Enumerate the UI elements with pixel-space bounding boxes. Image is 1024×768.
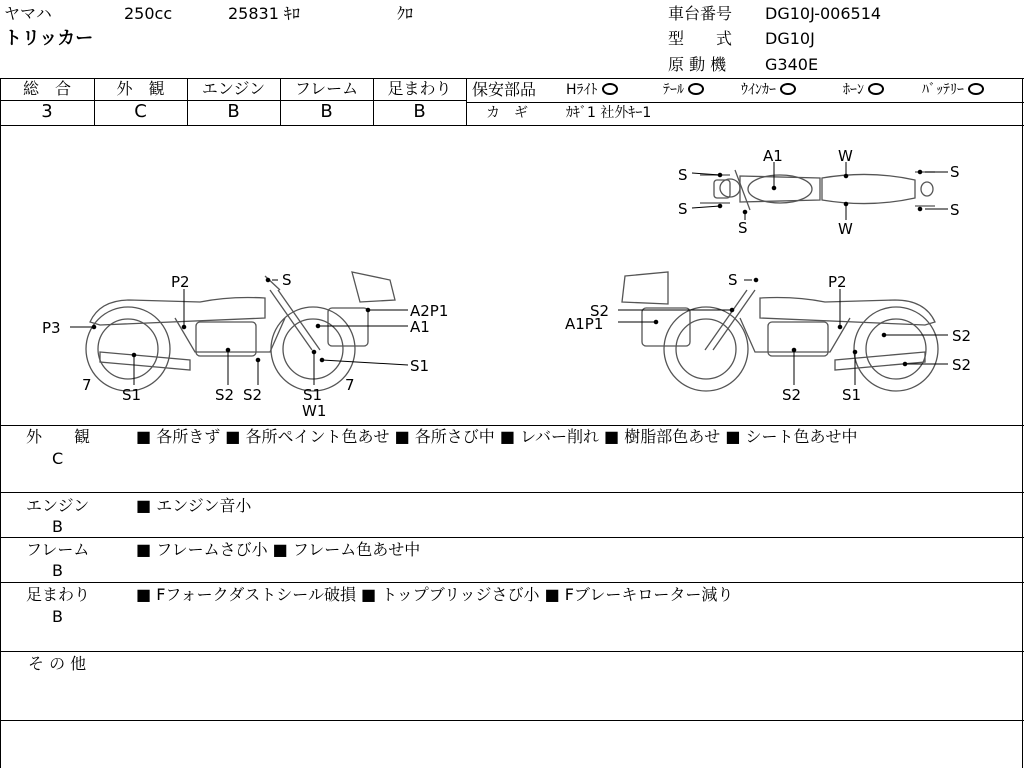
label-left-s1b: S1 [122,386,142,404]
mileage: 25831 ｷﾛ [228,4,300,23]
label-right-s2a: S2 [590,302,610,320]
ok-circle-icon [868,83,884,95]
label-right-s2c: S2 [952,356,972,374]
frame-no-label: 車台番号 [668,4,733,23]
safety-label: 保安部品 [472,80,537,99]
label-left-p3: P3 [42,319,61,337]
frame-no: DG10J-006514 [765,4,882,23]
divider [466,102,1024,103]
safety-item-horn [843,81,884,99]
safety-item-label: ﾊﾞｯﾃﾘｰ [922,82,964,98]
label-top-s2: S [678,200,688,218]
note-category-exterior: 外 観 [26,427,91,446]
note-grade-suspension: B [52,607,63,626]
label-left-w1: W1 [302,402,327,420]
label-top-a1: A1 [763,147,783,165]
note-text-frame: ■ フレームさび小 ■ フレーム色あせ中 [136,540,421,559]
safety-item-winker [741,81,796,99]
maker: ヤマハ [4,4,52,23]
note-text-exterior: ■ 各所きず ■ 各所ペイント色あせ ■ 各所さび中 ■ レバー削れ ■ 樹脂部色あせ ■ シート色あせ中 [136,427,858,446]
ok-circle-icon [968,83,984,95]
label-right-s1: S1 [842,386,862,404]
note-grade-frame: B [52,561,63,580]
safety-item-label: ｳｲﾝｶｰ [741,82,776,98]
grade-header-exterior: 外 観 [116,79,165,98]
label-top-s3: S [738,219,748,237]
note-category-frame: フレーム [26,540,90,559]
safety-item-label: ﾎｰﾝ [843,82,864,98]
label-left-a1: A1 [410,318,430,336]
divider [0,720,1024,721]
grade-header-frame: フレーム [294,79,359,98]
grade-header-suspension: 足まわり [387,79,452,98]
other-label: そ の 他 [28,654,87,673]
damage-diagram [0,126,1024,426]
safety-item-battery [922,81,984,99]
grade-frame: B [320,101,333,122]
label-top-w2: W [838,220,853,238]
label-top-w: W [838,147,853,165]
bike-left-view [86,272,395,391]
label-left-s2b: S2 [243,386,263,404]
grade-total: 3 [41,101,53,122]
label-left-s: S [282,271,292,289]
type-value: DG10J [765,29,815,48]
model-name: トリッカー [4,28,94,49]
note-grade-engine: B [52,517,63,536]
type-label: 型 式 [668,29,733,48]
note-text-suspension: ■ Fフォークダストシール破損 ■ トップブリッジさび小 ■ Fブレーキローター減り [136,585,734,604]
divider [0,651,1024,652]
label-left-s1c: S1 [303,386,323,404]
grade-engine: B [227,101,240,122]
label-top-s4: S [950,163,960,181]
divider [0,582,1024,583]
bike-right-view [622,272,938,391]
label-left-a2p1: A2P1 [410,302,449,320]
label-right-p2: P2 [828,273,847,291]
key-label: カ ギ [486,105,528,121]
safety-item-headlight [566,81,618,99]
note-category-suspension: 足まわり [26,585,91,604]
note-category-engine: エンジン [26,496,90,515]
label-left-7a: 7 [82,376,92,394]
label-right-a1p1: A1P1 [565,315,604,333]
label-top-s5: S [950,201,960,219]
divider [0,537,1024,538]
ok-circle-icon [602,83,618,95]
ok-circle-icon [780,83,796,95]
safety-item-label: ﾃｰﾙ [663,82,684,98]
grade-exterior: C [134,101,147,122]
key-value: ｶｷﾞ1 社外ｷｰ1 [566,105,652,121]
label-top-s1: S [678,166,688,184]
label-left-7b: 7 [345,376,355,394]
label-right-s: S [728,271,738,289]
label-right-s2b: S2 [952,327,972,345]
grade-suspension: B [413,101,426,122]
safety-item-label: Hﾗｲﾄ [566,82,598,98]
engine-label: 原 動 機 [668,55,727,74]
engine-value: G340E [765,55,819,74]
label-right-s2d: S2 [782,386,802,404]
label-left-s2a: S2 [215,386,235,404]
safety-item-tail [663,81,704,99]
divider [0,492,1024,493]
bike-top-view [700,170,935,210]
displacement: 250cc [124,4,173,23]
grade-header-engine: エンジン [201,79,266,98]
note-grade-exterior: C [52,449,64,468]
label-left-p2: P2 [171,273,190,291]
note-text-engine: ■ エンジン音小 [136,496,252,515]
label-left-s1a: S1 [410,357,430,375]
divider [466,78,467,125]
ok-circle-icon [688,83,704,95]
grade-header-total: 総 合 [22,79,71,98]
body-color: ｸﾛ [397,4,414,23]
